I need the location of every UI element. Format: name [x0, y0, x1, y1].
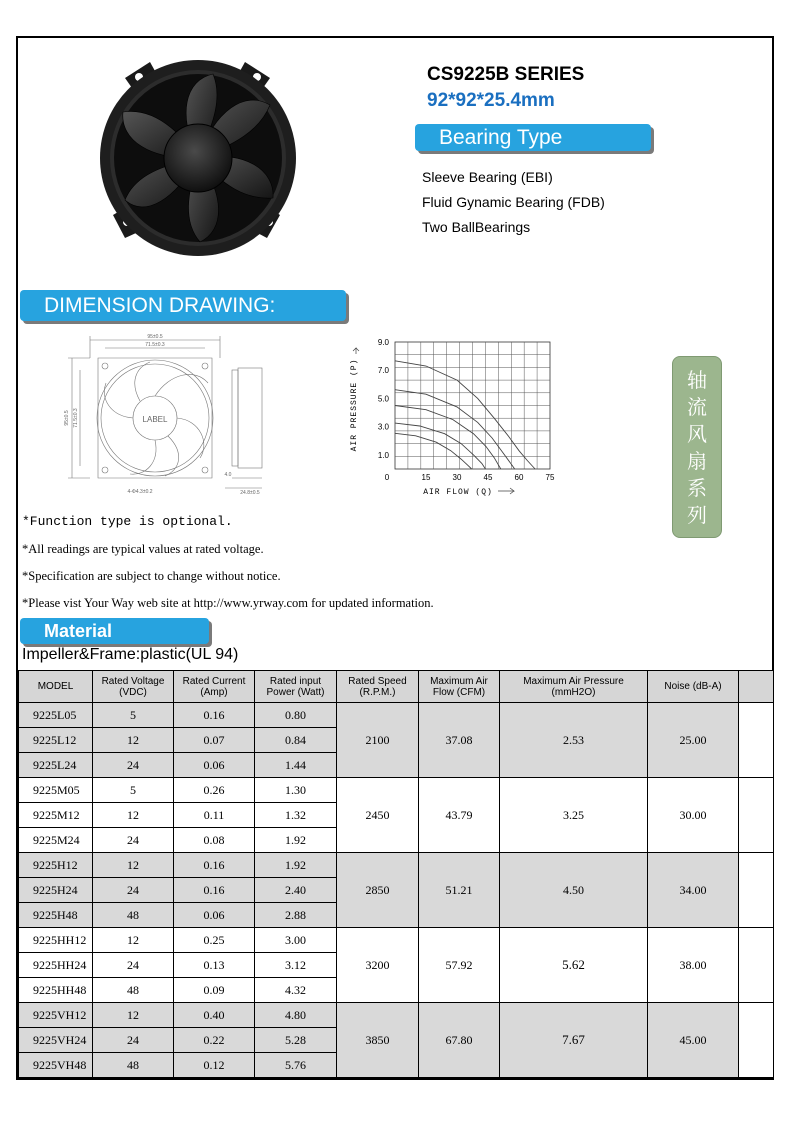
header-pressure: Maximum Air Pressure (mmH2O)	[500, 671, 648, 703]
cell-current: 0.40	[174, 1003, 255, 1028]
cell-voltage: 5	[93, 778, 174, 803]
series-size: 92*92*25.4mm	[427, 90, 555, 111]
cell-current: 0.07	[174, 728, 255, 753]
header-speed: Rated Speed (R.P.M.)	[337, 671, 419, 703]
y-tick-label: 1.0	[377, 450, 389, 460]
cell-model: 9225M05	[19, 778, 93, 803]
y-tick-label: 5.0	[377, 394, 389, 404]
cell-power: 1.44	[255, 753, 337, 778]
cell-model: 9225H12	[19, 853, 93, 878]
x-tick-label: 45	[483, 473, 493, 482]
cell-model: 9225HH12	[19, 928, 93, 953]
cell-model: 9225L24	[19, 753, 93, 778]
cell-power: 1.92	[255, 853, 337, 878]
cell-speed: 3200	[337, 928, 419, 1003]
bearing-item: Two BallBearings	[422, 219, 531, 235]
cell-voltage: 48	[93, 1053, 174, 1078]
cell-current: 0.16	[174, 703, 255, 728]
y-axis-arrow	[353, 348, 359, 354]
material-heading: Material	[20, 618, 209, 644]
cell-voltage: 12	[93, 853, 174, 878]
x-tick-label: 75	[545, 473, 555, 482]
side-label-char: 扇	[687, 449, 707, 473]
cell-current: 0.08	[174, 828, 255, 853]
dimension-drawing	[60, 328, 280, 498]
header-noise: Noise (dB-A)	[648, 671, 739, 703]
cell-pressure: 2.53	[500, 703, 648, 778]
cell-model: 9225L05	[19, 703, 93, 728]
fan-product-image	[95, 50, 305, 280]
cell-noise: 45.00	[648, 1003, 739, 1078]
cell-speed: 2450	[337, 778, 419, 853]
cell-pressure: 5.62	[500, 928, 648, 1003]
cell-blank	[739, 853, 774, 928]
side-label-char: 轴	[687, 368, 707, 392]
note-readings: *All readings are typical values at rated voltage.	[22, 542, 264, 556]
cell-power: 2.40	[255, 878, 337, 903]
cell-speed: 2850	[337, 853, 419, 928]
header-power: Rated input Power (Watt)	[255, 671, 337, 703]
cell-power: 3.12	[255, 953, 337, 978]
cell-current: 0.12	[174, 1053, 255, 1078]
cell-voltage: 24	[93, 828, 174, 853]
dim-top-inner: 71.5±0.3	[145, 342, 165, 348]
side-vertical-label	[672, 356, 722, 538]
dim-side-inner: 71.5±0.3	[73, 408, 79, 428]
table-row	[19, 703, 774, 728]
x-tick-label: 60	[514, 473, 524, 482]
cell-current: 0.13	[174, 953, 255, 978]
cell-power: 4.32	[255, 978, 337, 1003]
cell-voltage: 24	[93, 753, 174, 778]
cell-current: 0.26	[174, 778, 255, 803]
side-label-char: 列	[687, 503, 707, 527]
dim-step: 4.0	[224, 472, 232, 478]
cell-current: 0.16	[174, 878, 255, 903]
bearing-item: Sleeve Bearing (EBI)	[422, 169, 553, 185]
cell-speed: 2100	[337, 703, 419, 778]
note-website: *Please vist Your Way web site at http://www.yrway.com for updated information.	[22, 596, 434, 610]
cell-model: 9225L12	[19, 728, 93, 753]
table-header-row	[19, 671, 774, 703]
material-text: Impeller&Frame:plastic(UL 94)	[22, 646, 239, 663]
cell-model: 9225H48	[19, 903, 93, 928]
header-model: MODEL	[19, 671, 93, 703]
cell-model: 9225VH48	[19, 1053, 93, 1078]
cell-flow: 37.08	[419, 703, 500, 778]
cell-blank	[739, 928, 774, 1003]
cell-voltage: 5	[93, 703, 174, 728]
note-specification: *Specification are subject to change without notice.	[22, 569, 281, 583]
cell-voltage: 12	[93, 728, 174, 753]
cell-model: 9225VH12	[19, 1003, 93, 1028]
cell-current: 0.16	[174, 853, 255, 878]
note-function: *Function type is optional.	[22, 514, 233, 529]
cell-pressure: 4.50	[500, 853, 648, 928]
cell-power: 1.30	[255, 778, 337, 803]
x-tick-label: 0	[384, 473, 390, 482]
table-row	[19, 928, 774, 953]
header-current: Rated Current (Amp)	[174, 671, 255, 703]
cell-pressure: 3.25	[500, 778, 648, 853]
cell-model: 9225M12	[19, 803, 93, 828]
cell-speed: 3850	[337, 1003, 419, 1078]
cell-current: 0.22	[174, 1028, 255, 1053]
series-title: CS9225B SERIES	[427, 64, 585, 85]
cell-power: 1.92	[255, 828, 337, 853]
cell-blank	[739, 1003, 774, 1078]
cell-voltage: 12	[93, 1003, 174, 1028]
cell-current: 0.06	[174, 903, 255, 928]
header-blank	[739, 671, 774, 703]
x-tick-label: 15	[421, 473, 431, 482]
x-tick-label: 30	[452, 473, 462, 482]
y-tick-label: 3.0	[377, 422, 389, 432]
cell-voltage: 24	[93, 953, 174, 978]
cell-noise: 30.00	[648, 778, 739, 853]
cell-power: 5.76	[255, 1053, 337, 1078]
dim-top-outer: 95±0.5	[147, 334, 163, 340]
cell-power: 3.00	[255, 928, 337, 953]
cell-noise: 38.00	[648, 928, 739, 1003]
y-tick-label: 7.0	[377, 366, 389, 376]
cell-current: 0.11	[174, 803, 255, 828]
x-axis-arrow	[498, 488, 514, 494]
cell-model: 9225HH24	[19, 953, 93, 978]
header-voltage: Rated Voltage (VDC)	[93, 671, 174, 703]
pq-xlabel: AIR FLOW (Q)	[423, 488, 493, 497]
side-label-char: 风	[687, 422, 707, 446]
cell-voltage: 12	[93, 803, 174, 828]
spec-table	[18, 670, 774, 1078]
cell-current: 0.25	[174, 928, 255, 953]
cell-pressure: 7.67	[500, 1003, 648, 1078]
pq-chart	[340, 332, 560, 502]
side-label-char: 系	[687, 476, 707, 500]
cell-voltage: 12	[93, 928, 174, 953]
dim-holes: 4-Φ4.3±0.2	[127, 489, 153, 495]
cell-voltage: 48	[93, 903, 174, 928]
cell-power: 2.88	[255, 903, 337, 928]
cell-voltage: 24	[93, 1028, 174, 1053]
cell-model: 9225M24	[19, 828, 93, 853]
cell-model: 9225HH48	[19, 978, 93, 1003]
cell-flow: 51.21	[419, 853, 500, 928]
table-row	[19, 778, 774, 803]
side-label-char: 流	[687, 395, 707, 419]
bearing-type-heading: Bearing Type	[415, 124, 651, 151]
y-tick-label: 9.0	[377, 338, 389, 347]
cell-flow: 67.80	[419, 1003, 500, 1078]
cell-blank	[739, 703, 774, 778]
cell-noise: 34.00	[648, 853, 739, 928]
cell-power: 5.28	[255, 1028, 337, 1053]
cell-flow: 57.92	[419, 928, 500, 1003]
cell-flow: 43.79	[419, 778, 500, 853]
cell-voltage: 24	[93, 878, 174, 903]
cell-current: 0.06	[174, 753, 255, 778]
bearing-item: Fluid Gynamic Bearing (FDB)	[422, 194, 605, 210]
header-flow: Maximum Air Flow (CFM)	[419, 671, 500, 703]
cell-power: 0.84	[255, 728, 337, 753]
table-row	[19, 853, 774, 878]
cell-current: 0.09	[174, 978, 255, 1003]
cell-model: 9225VH24	[19, 1028, 93, 1053]
cell-power: 1.32	[255, 803, 337, 828]
cell-voltage: 48	[93, 978, 174, 1003]
dimension-drawing-heading: DIMENSION DRAWING:	[20, 290, 346, 321]
cell-noise: 25.00	[648, 703, 739, 778]
cell-power: 4.80	[255, 1003, 337, 1028]
dim-label-text: LABEL	[142, 415, 168, 424]
dim-side-outer: 95±0.5	[64, 410, 70, 426]
table-row	[19, 1003, 774, 1028]
cell-power: 0.80	[255, 703, 337, 728]
cell-model: 9225H24	[19, 878, 93, 903]
pq-ylabel: AIR PRESSURE (P)	[350, 358, 359, 452]
cell-blank	[739, 778, 774, 853]
dim-thickness: 24.8±0.5	[240, 490, 260, 496]
